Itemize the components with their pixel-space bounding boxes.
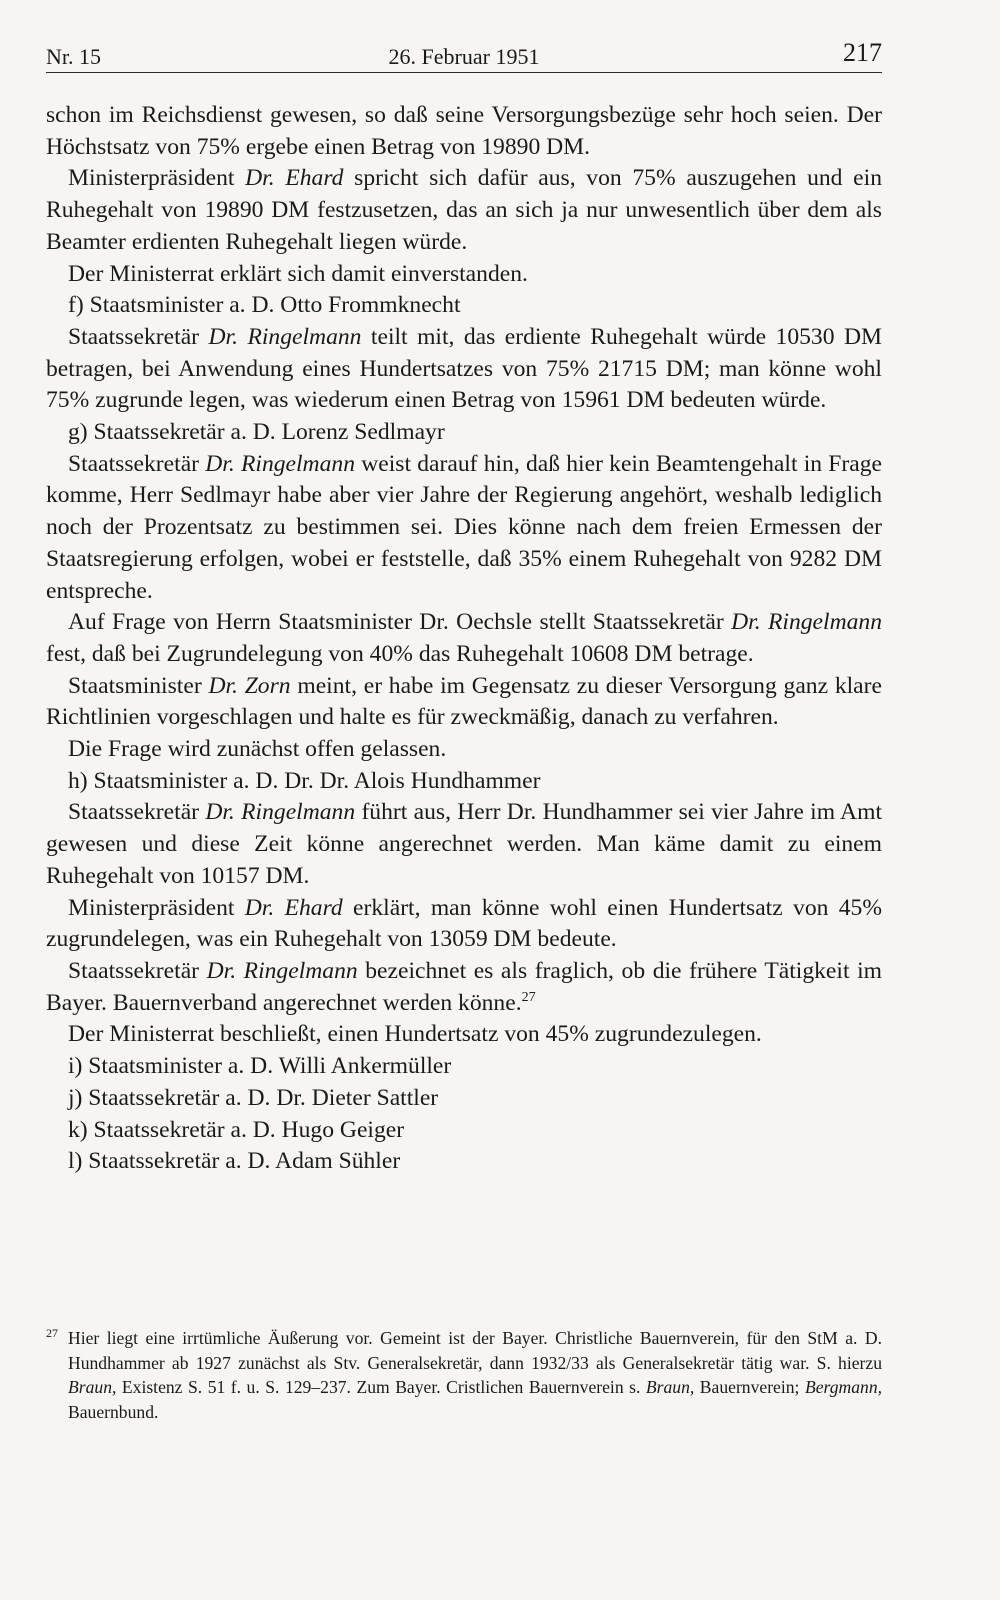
text-run: Auf Frage von Herrn Staatsminister Dr. Oechsle stellt Staatssekretär (68, 609, 732, 636)
text-run: Der Ministerrat erklärt sich damit einverstanden. (68, 260, 528, 287)
footnote: 27 Hier liegt eine irrtümliche Äußerung vor. Gemeint ist der Bayer. Christliche Bauernverein, für den StM a. D. Hundhammer ab 1927 zunächst als Stv. Generalsekretär, dann 1932/33 als Generalsekretär tätig war. S. hierzu Braun, Existenz S. 51 f. u. S. 129–237. Zum Bayer. Cristlichen Bauernverein s. Braun, Bauernverein; Bergmann, Bauernbund. (46, 1326, 883, 1422)
header-date: 26. Februar 1951 (388, 44, 540, 69)
paragraph (46, 956, 882, 1019)
paragraph (46, 893, 882, 956)
paragraph (46, 734, 882, 766)
text-run: bezeichnet es als fraglich, ob die frühere Tätigkeit im Bayer. Bauernverband angerechnet werden könne. (46, 957, 882, 1016)
text-run: Hier liegt eine irrtümliche Äußerung vor. Gemeint ist der Bayer. Christliche Bauernverein, für den StM a. D. Hundhammer ab 1927 zunächst als Stv. Generalsekretär, dann 1932/33 als Generalsekretär tätig war. S. hierzu (68, 1328, 882, 1373)
paragraph (46, 449, 882, 608)
text-run: Staatsminister (68, 672, 209, 699)
text-run: Die Frage wird zunächst offen gelassen. (68, 736, 447, 763)
italic-name: Dr. Ehard (244, 894, 343, 921)
paragraph (46, 417, 882, 449)
text-run: Ministerpräsident (68, 165, 246, 192)
paragraph (46, 1051, 882, 1083)
text-run: fest, daß bei Zugrundelegung von 40% das Ruhegehalt 10608 DM betrage. (46, 640, 754, 667)
text-run: führt aus, Herr Dr. Hundhammer sei vier Jahre im Amt gewesen und diese Zeit könne angerechnet werden. Man käme damit zu einem Ruhegehalt von 10157 DM. (46, 799, 883, 889)
italic-name: Braun, (645, 1377, 695, 1397)
italic-name: Dr. Zorn (208, 672, 291, 699)
text-run: h) Staatsminister a. D. Dr. Dr. Alois Hundhammer (68, 767, 541, 794)
footnotes (46, 1326, 882, 1424)
text-run: erklärt, man könne wohl einen Hundertsatz von 45% zugrundelegen, was ein Ruhegehalt von 13059 DM bedeute. (46, 894, 882, 953)
paragraph (46, 607, 882, 670)
text-run: Staatssekretär (68, 323, 209, 350)
text-run: teilt mit, das erdiente Ruhegehalt würde 10530 DM betragen, bei Anwendung eines Hundertsatzes von 75% 21715 DM; man könne wohl 75% zugrunde legen, was wiederum einen Betrag von 15961 DM bedeuten würde. (46, 323, 883, 414)
italic-name: Dr. Ehard (245, 165, 344, 192)
paragraph (46, 797, 882, 892)
italic-name: Dr. Ringelmann (205, 799, 356, 826)
italic-name: Dr. Ringelmann (208, 323, 362, 350)
text-run: meint, er habe im Gegensatz zu dieser Versorgung ganz klare Richtlinien vorgeschlagen und halte es für zweckmäßig, danach zu verfahren. (46, 672, 882, 731)
text-run: schon im Reichsdienst gewesen, so daß seine Versorgungsbezüge sehr hoch seien. Der Höchstsatz von 75% ergebe einen Betrag von 19890 DM. (46, 102, 882, 160)
text-run: i) Staatsminister a. D. Willi Ankermüller (68, 1053, 452, 1080)
paragraph (46, 1115, 882, 1147)
text-run: Bauernbund. (68, 1401, 159, 1422)
text-run: weist darauf hin, daß hier kein Beamtengehalt in Frage komme, Herr Sedlmayr habe aber vier Jahre der Regierung angehört, weshalb lediglich noch der Prozentsatz zu bestimmen sei. Dies könne nach dem freien Ermessen der Staatsregierung erfolgen, wobei er feststelle, daß 35% einem Ruhegehalt von 9282 DM entspreche. (46, 450, 883, 604)
running-header (46, 38, 882, 73)
text-run: k) Staatssekretär a. D. Hugo Geiger (68, 1116, 405, 1143)
italic-name: Dr. Ringelmann (731, 609, 883, 636)
paragraph (46, 100, 882, 163)
italic-name: Bergmann, (804, 1377, 883, 1397)
text-run: l) Staatssekretär a. D. Adam Sühler (68, 1148, 401, 1175)
paragraph (46, 1083, 882, 1115)
text-run: Staatssekretär (68, 450, 206, 477)
paragraph (46, 1019, 882, 1051)
text-run: Staatssekretär (68, 799, 206, 826)
body-text (46, 100, 882, 1178)
italic-name: Braun, (68, 1377, 117, 1397)
paragraph (46, 290, 882, 322)
paragraph (46, 322, 882, 417)
text-run: g) Staatssekretär a. D. Lorenz Sedlmayr (68, 419, 445, 446)
issue-number: Nr. 15 (46, 44, 101, 69)
text-run: Bauernverein; (694, 1377, 805, 1397)
text-run: Staatssekretär (68, 957, 207, 984)
italic-name: Dr. Ringelmann (205, 450, 355, 477)
page-number: 217 (843, 38, 882, 67)
text-run: f) Staatsminister a. D. Otto Frommknecht (68, 292, 461, 319)
text-run: Ministerpräsident (68, 894, 245, 921)
paragraph (46, 1146, 882, 1178)
paragraph (46, 163, 882, 258)
paragraph (46, 766, 882, 798)
paragraph (46, 259, 882, 291)
italic-name: Dr. Ringelmann (206, 957, 358, 984)
text-run: Der Ministerrat beschließt, einen Hundertsatz von 45% zugrundezulegen. (68, 1021, 762, 1048)
footnote-reference: 27 (521, 989, 536, 1005)
text-run: j) Staatssekretär a. D. Dr. Dieter Sattler (68, 1084, 439, 1111)
paragraph (46, 671, 882, 734)
text-run: Existenz S. 51 f. u. S. 129–237. Zum Bayer. Cristlichen Bauernverein s. (116, 1377, 646, 1397)
text-run: spricht sich dafür aus, von 75% auszugehen und ein Ruhegehalt von 19890 DM festzusetzen, das an sich ja nur unwesentlich über dem als Beamter erdienten Ruhegehalt liegen würde. (46, 165, 882, 255)
